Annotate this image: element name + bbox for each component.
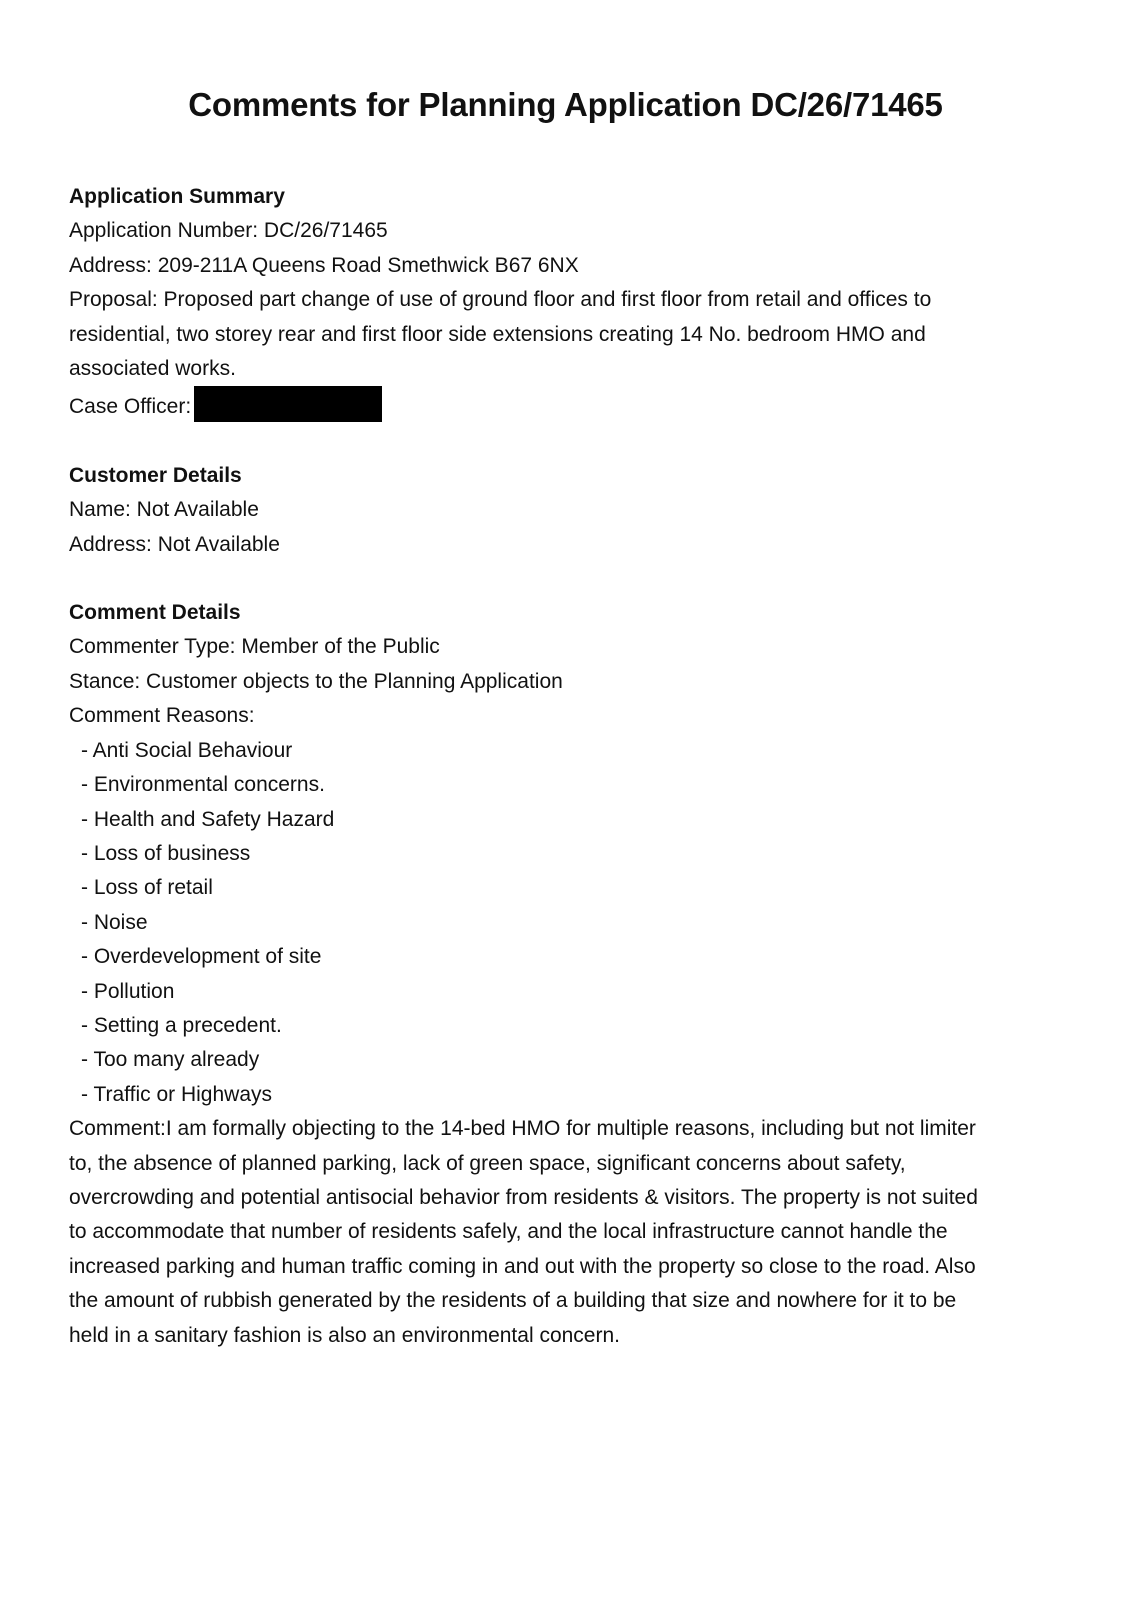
list-item: - Environmental concerns. <box>81 773 325 797</box>
page-title: Comments for Planning Application DC/26/71465 <box>188 86 943 123</box>
comment-line: increased parking and human traffic coming in and out with the property so close to the road. Also <box>69 1254 976 1278</box>
comment-reasons-label: Comment Reasons: <box>69 704 255 728</box>
list-item: - Setting a precedent. <box>81 1013 282 1037</box>
customer-details-section <box>69 459 1069 562</box>
list-item: - Overdevelopment of site <box>81 945 322 969</box>
list-item: - Too many already <box>81 1048 260 1072</box>
list-item: - Pollution <box>81 979 175 1003</box>
document-content <box>69 180 1069 1353</box>
application-summary-heading: Application Summary <box>69 185 285 208</box>
comment-reasons-list <box>69 734 1069 1112</box>
comment-details-section <box>69 596 1069 1353</box>
section-spacer <box>69 562 1069 596</box>
application-summary-section <box>69 180 1069 425</box>
case-officer-label: Case Officer: <box>69 395 192 419</box>
comment-text <box>69 1112 1069 1353</box>
stance: Stance: Customer objects to the Planning Application <box>69 669 563 693</box>
comment-details-heading: Comment Details <box>69 601 241 625</box>
proposal-line-3: associated works. <box>69 357 236 381</box>
commenter-type: Commenter Type: Member of the Public <box>69 635 440 659</box>
customer-address: Address: Not Available <box>69 532 280 556</box>
list-item: - Loss of retail <box>81 876 213 900</box>
customer-name: Name: Not Available <box>69 498 259 522</box>
comment-line: overcrowding and potential antisocial behavior from residents & visitors. The property is not suited <box>69 1185 978 1209</box>
proposal-line-1: Proposal: Proposed part change of use of ground floor and first floor from retail and offices to <box>69 288 932 312</box>
application-number: Application Number: DC/26/71465 <box>69 219 388 243</box>
case-officer-row <box>69 386 1069 424</box>
comment-line: to, the absence of planned parking, lack of green space, significant concerns about safety, <box>69 1151 906 1175</box>
list-item: - Loss of business <box>81 841 251 865</box>
comment-line: held in a sanitary fashion is also an environmental concern. <box>69 1323 620 1347</box>
list-item: - Traffic or Highways <box>81 1082 272 1106</box>
redaction-box <box>194 386 382 422</box>
comment-line: the amount of rubbish generated by the residents of a building that size and nowhere for it to be <box>69 1289 957 1313</box>
comment-line: to accommodate that number of residents safely, and the local infrastructure cannot handle the <box>69 1220 948 1244</box>
list-item: - Health and Safety Hazard <box>81 807 335 831</box>
section-spacer <box>69 425 1069 459</box>
application-address: Address: 209-211A Queens Road Smethwick B67 6NX <box>69 253 579 277</box>
comment-line: Comment:I am formally objecting to the 14-bed HMO for multiple reasons, including but not limiter <box>69 1117 976 1141</box>
list-item: - Anti Social Behaviour <box>81 738 293 762</box>
list-item: - Noise <box>81 910 148 934</box>
proposal-line-2: residential, two storey rear and first floor side extensions creating 14 No. bedroom HMO and <box>69 322 926 346</box>
customer-details-heading: Customer Details <box>69 463 242 487</box>
